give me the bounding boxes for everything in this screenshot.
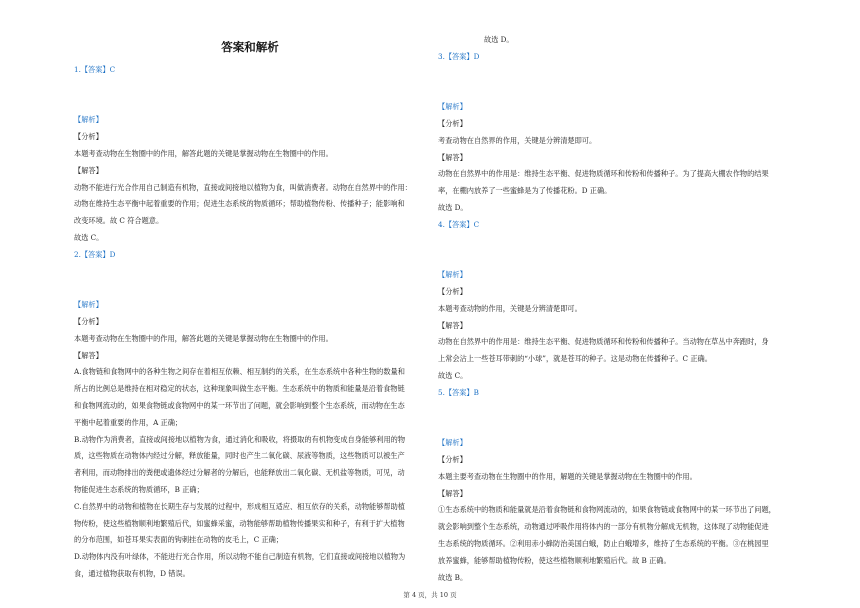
blank-line — [438, 234, 792, 251]
section-label: 【分析】 — [438, 454, 467, 464]
section-label: 【解答】 — [438, 488, 467, 498]
blank-line — [438, 418, 792, 435]
text-line: 上常会沾上一些苍耳带刺的“小球”，就是苍耳的种子。这是动物在传播种子。C 正确。 — [438, 354, 712, 364]
text-line: 故选 D。 — [484, 35, 514, 44]
section-label: 【解答】 — [74, 350, 103, 360]
section-label: 【解析】 — [438, 438, 467, 448]
text-line: 本题考查动物在生物圈中的作用，解答此题的关键是掌握动物在生物圈中的作用。 — [74, 333, 333, 343]
text-line: 本题考查动物在生物圈中的作用，解答此题的关键是掌握动物在生物圈中的作用。 — [74, 148, 333, 158]
blank-line — [438, 82, 792, 99]
right-top-spacer — [438, 0, 792, 32]
text-line: 和食物网流动的，如果食物链或食物网中的某一环节出了问题，就会影响到整个生态系统，而动物在生态 — [74, 400, 405, 410]
blank-line — [438, 66, 792, 83]
blank-line — [74, 280, 426, 297]
text-line: ①生态系统中的物质和能量就是沿着食物链和食物网流动的，如果食物链或食物网中的某一环节出了问题， — [438, 505, 776, 515]
text-line: 动物在维持生态平衡中起着重要的作用；促进生态系统的物质循环；帮助植物传粉、传播种子；能影响和 — [74, 199, 405, 209]
text-line: 故选 C。 — [74, 232, 104, 242]
section-label: 【解析】 — [74, 300, 103, 310]
text-line: 者利用，而动物排出的粪便或遗体经过分解者的分解后，也能释放出二氧化碳、无机盐等物质，可见，动 — [74, 468, 405, 478]
text-line: 质，这些物质在动物体内经过分解，释放能量，同时也产生二氧化碳、尿液等物质，这些物质可以被生产 — [74, 451, 405, 461]
text-line: 生态系统的物质循环。②利用赤小蜂防治美国白蛾，防止白蛾增多，维持了生态系统的平衡。③在桃园里 — [438, 538, 769, 548]
left-column — [74, 0, 426, 583]
blank-line — [74, 264, 426, 281]
answer-line: 4.【答案】C — [438, 219, 480, 229]
text-line: 故选 C。 — [438, 370, 468, 380]
section-label: 【分析】 — [438, 118, 467, 128]
blank-line — [438, 402, 792, 419]
section-label: 【解答】 — [438, 320, 467, 330]
section-label: 【解析】 — [74, 115, 103, 125]
text-line: 故选 B。 — [438, 572, 468, 582]
text-line: A.食物链和食物网中的各种生物之间存在着相互依赖、相互制约的关系，在生态系统中各种生物的数量和 — [74, 367, 405, 377]
text-line: 本题考查动物的作用，关键是分辨清楚即可。 — [438, 303, 582, 313]
section-label: 【解答】 — [438, 152, 467, 162]
text-line: C.自然界中的动物和植物在长期生存与发展的过程中，形成相互适应、相互依存的关系，动物能够帮助植 — [74, 501, 405, 511]
text-line: 放养蜜蜂，能够帮助植物传粉，使这些植物顺利地繁殖后代。故 B 正确。 — [438, 555, 671, 565]
section-label: 【解析】 — [438, 270, 467, 280]
page-footer: 第 4 页，共 10 页 — [403, 591, 457, 599]
text-line: 动物不能进行光合作用自己制造有机物，直接或间接地以植物为食，叫做消费者。动物在自然界中的作用： — [74, 182, 412, 192]
text-line: 物传粉，使这些植物顺利地繁殖后代，如蜜蜂采蜜，动物能够帮助植物传播果实和种子，有利于扩大植物 — [74, 518, 405, 528]
text-line: 改变环境。故 C 符合题意。 — [74, 216, 164, 226]
text-line: 本题主要考查动物在生物圈中的作用，解题的关键是掌握动物在生物圈中的作用。 — [438, 471, 697, 481]
answer-line: 3.【答案】D — [438, 51, 480, 61]
text-line: 动物在自然界中的作用是：维持生态平衡、促进物质循环和传粉和传播种子。当动物在草丛中奔跑时，身 — [438, 337, 769, 347]
text-line: 物能促进生态系统的物质循环，B 正确； — [74, 484, 204, 494]
text-line: 就会影响到整个生态系统，动物通过呼吸作用将体内的一部分有机物分解成无机物，这体现了动物能促进 — [438, 522, 769, 532]
answer-line: 5.【答案】B — [438, 387, 479, 397]
answer-line: 1.【答案】C — [74, 65, 116, 74]
section-label: 【分析】 — [74, 132, 103, 142]
section-label: 【分析】 — [74, 316, 103, 326]
text-line: 考查动物在自然界的作用，关键是分辨清楚即可。 — [438, 135, 597, 145]
text-line: 故选 D。 — [438, 202, 468, 212]
text-line: D.动物体内没有叶绿体，不能进行光合作用，所以动物不能自己制造有机物，它们直接或间接地以植物为 — [74, 552, 406, 562]
blank-line — [74, 79, 426, 96]
text-line: 率，在棚内放养了一些蜜蜂是为了传播花粉。D 正确。 — [438, 186, 612, 196]
left-content — [74, 62, 426, 583]
right-content — [438, 32, 792, 586]
text-line: 平衡中起着重要的作用，A 正确； — [74, 417, 183, 427]
text-line: 动物在自然界中的作用是：维持生态平衡、促进物质循环和传粉和传播种子。为了提高大棚农作物的结果 — [438, 169, 769, 179]
text-line: 的分布范围，如苍耳果实表面的钩刺挂在动物的皮毛上，C 正确； — [74, 535, 284, 545]
blank-line — [74, 96, 426, 113]
page-title: 答案和解析 — [221, 40, 279, 54]
section-label: 【分析】 — [438, 286, 467, 296]
section-label: 【解析】 — [438, 102, 467, 112]
answer-line: 2.【答案】D — [74, 249, 116, 259]
text-line: B.动物作为消费者，直接或间接地以植物为食，通过消化和吸收，将摄取的有机物变成自身能够利用的物 — [74, 434, 406, 444]
text-line: 所占的比例总是维持在相对稳定的状态，这种现象叫做生态平衡。生态系统中的物质和能量是沿着食物链 — [74, 384, 405, 394]
right-column — [438, 0, 792, 586]
blank-line — [438, 250, 792, 267]
text-line: 食，通过植物获取有机物，D 错误。 — [74, 568, 190, 578]
section-label: 【解答】 — [74, 165, 103, 175]
